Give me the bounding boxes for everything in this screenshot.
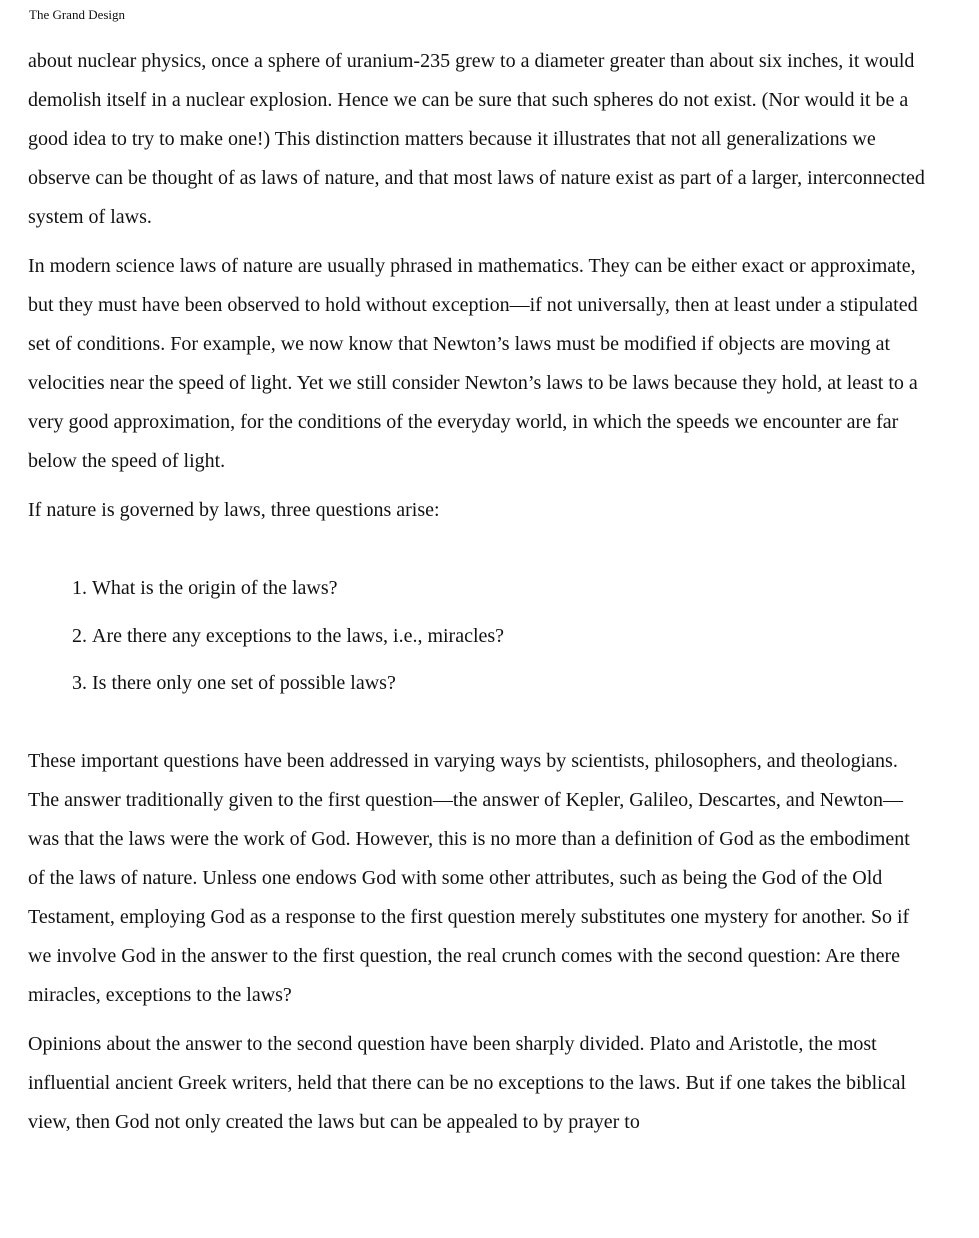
questions-list <box>28 569 928 703</box>
question-exceptions-miracles: 2. Are there any exceptions to the laws, i.e., miracles? <box>92 617 928 656</box>
paragraph-nuclear-spheres: about nuclear physics, once a sphere of uranium-235 grew to a diameter greater than about six inches, it would demolish itself in a nuclear explosion. Hence we can be sure that such spheres do not exist. (Nor would it be a good idea to try to make one!) This distinction matters because it illustrates that not all generalizations we observe can be thought of as laws of nature, and that most laws of nature exist as part of a larger, interconnected system of laws. <box>28 50 925 228</box>
question-origin-of-laws: 1. What is the origin of the laws? <box>92 569 928 608</box>
paragraph-three-questions-intro: If nature is governed by laws, three questions arise: <box>28 499 440 521</box>
page-body <box>28 42 928 1152</box>
question-one-set-of-laws: 3. Is there only one set of possible laws? <box>92 664 928 703</box>
running-header-title: The Grand Design <box>29 7 126 22</box>
paragraph-modern-science-laws: In modern science laws of nature are usually phrased in mathematics. They can be either exact or approximate, but they must have been observed to hold without exception—if not universally, then at least under a stipulated set of conditions. For example, we now know that Newton’s laws must be modified if objects are moving at velocities near the speed of light. Yet we still consider Newton’s laws to be laws because they hold, at least to a very good approximation, for the conditions of the everyday world, in which the speeds we encounter are far below the speed of light. <box>28 255 918 472</box>
paragraph-opinions-divided: Opinions about the answer to the second question have been sharply divided. Plato and Aristotle, the most influential ancient Greek writers, held that there can be no exceptions to the laws. But if one takes the biblical view, then God not only created the laws but can be appealed to by prayer to <box>28 1033 907 1133</box>
paragraph-answers-addressed: These important questions have been addressed in varying ways by scientists, philosophers, and theologians. The answer traditionally given to the first question—the answer of Kepler, Galileo, Descartes, and Newton—was that the laws were the work of God. However, this is no more than a definition of God as the embodiment of the laws of nature. Unless one endows God with some other attributes, such as being the God of the Old Testament, employing God as a response to the first question merely substitutes one mystery for another. So if we involve God in the answer to the first question, the real crunch comes with the second question: Are there miracles, exceptions to the laws? <box>28 750 910 1006</box>
